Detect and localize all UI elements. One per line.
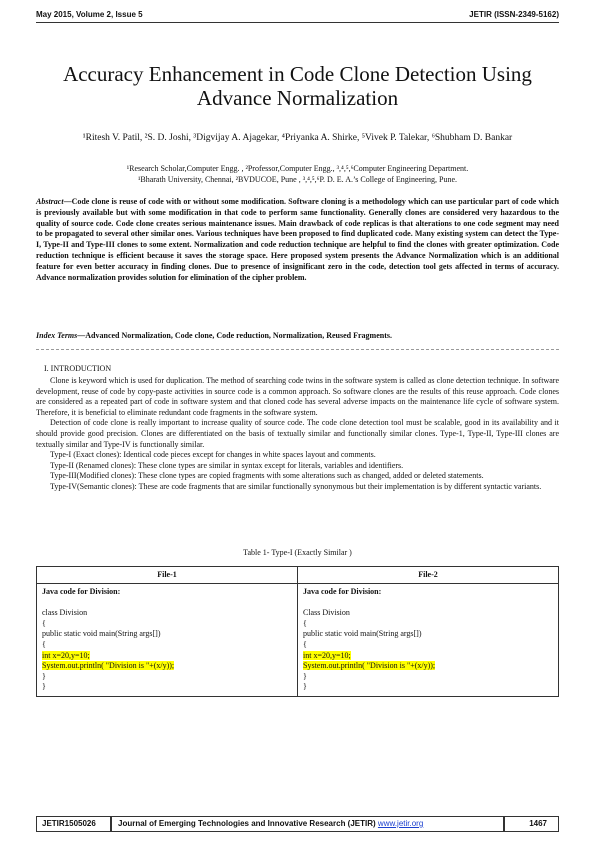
code-line: }	[303, 671, 307, 681]
highlighted-code: int x=20,y=10;	[42, 650, 90, 660]
code-line	[42, 661, 292, 672]
index-terms-text: —Advanced Normalization, Code clone, Code reduction, Normalization, Reused Fragments.	[77, 331, 392, 340]
code-line	[303, 661, 553, 672]
paragraph: Type-I (Exact clones): Identical code pieces except for changes in white spaces layout and comments.	[50, 450, 376, 460]
code-line: public static void main(String args[])	[42, 629, 161, 639]
index-terms	[36, 331, 559, 340]
code-line: {	[303, 639, 307, 649]
footer-paper-id: JETIR1505026	[42, 819, 96, 828]
introduction-body	[36, 376, 559, 493]
code-line	[42, 651, 292, 662]
code-line: {	[42, 618, 46, 628]
page-footer	[36, 816, 559, 830]
abstract-label: Abstract	[36, 197, 64, 206]
code-heading: Java code for Division:	[42, 587, 121, 596]
paragraph: Type-IV(Semantic clones): These are code fragments that are similar functionally synonymous but their implementation is by different syntactic variants.	[50, 481, 542, 491]
code-line: {	[303, 618, 307, 628]
table-header-file2: File-2	[298, 567, 559, 584]
code-line: public static void main(String args[])	[303, 629, 422, 639]
table-caption: Table 1- Type-I (Exactly Similar )	[243, 548, 352, 557]
abstract	[36, 197, 559, 283]
author-list: ¹Ritesh V. Patil, ²S. D. Joshi, ³Digvijay A. Ajagekar, ⁴Priyanka A. Shirke, ⁵Vivek P. Talekar, ⁶Shubham D. Bankar	[82, 133, 513, 143]
code-cell-file1	[37, 584, 298, 697]
header-rule	[36, 22, 559, 23]
page-header	[36, 8, 559, 22]
code-line	[303, 651, 553, 662]
abstract-text: —Code clone is reuse of code with or without some modification. Software cloning is a methodology which can use particular part of code which is previously available but with some modification in that code to perform same functionality. Generally clones are considered very hazardous to the quality of source code. Code clone creates serious maintenance issues. Main drawback of code replicas is that alterations to one code segment may need to be propagated to several other similar ones. Various techniques have been proposed to find duplicated code. Many existing system can detect the Type-I, Type-II and Type-III clones to some extent. Normalization and code reduction technique are helpful to find the clones with greater optimization. Code reduction technique is efficient because it saves the storage space. Here proposed system presents the Advance Normalization which is an additional feature for even better accuracy in finding clones. Due to presence of insignificant zero in the code, detection tool gets affected in terms of accuracy. Advance normalization provides solution for elimination of the cipher problem.	[36, 197, 559, 282]
code-cell-file2	[298, 584, 559, 697]
affiliations	[36, 163, 559, 185]
footer-url-link[interactable]: www.jetir.org	[377, 819, 424, 828]
paragraph: Detection of code clone is really important to increase quality of source code. The code clone detection tool must be scalable, good in its availability and it should provide good precision. Clones are differentiated on the basis of textually similar and functionally similar clones. Type-1, Type-II, Type-III clones are textually similar and Type-IV is functionally similar.	[36, 418, 559, 449]
header-issn: JETIR (ISSN-2349-5162)	[469, 10, 559, 19]
code-line: Class Division	[303, 608, 350, 618]
highlighted-code: System.out.println( "Division is "+(x/y));	[303, 661, 436, 671]
code-line: class Division	[42, 608, 88, 618]
code-line: }	[42, 682, 46, 692]
affiliation-line-2: ¹Bharath University, Chennai, ²BVDUCOE, Pune , ³,⁴,⁵,⁶P. D. E. A.’s College of Engineering, Pune.	[137, 175, 457, 184]
paragraph: Clone is keyword which is used for duplication. The method of searching code twins in the software system is called as clone detection technique. In software development, reuse of code by copy-paste activities in source code is a common approach. So software clones are the results of this reuse approach. Code clones are considered as a repeated part of code in software system and that cloned code has several adverse impacts on the maintenance life cycle of software system. Therefore, it is beneficial to eliminate redundant code fragments in the software system.	[36, 376, 559, 417]
section-heading: I. INTRODUCTION	[44, 364, 112, 373]
header-issue: May 2015, Volume 2, Issue 5	[36, 10, 143, 19]
paragraph: Type-II (Renamed clones): These clone types are similar in syntax except for literals, variables and identifiers.	[50, 460, 404, 470]
code-heading: Java code for Division:	[303, 587, 382, 596]
affiliation-line-1: ¹Research Scholar,Computer Engg. , ²Professor,Computer Engg., ³,⁴,⁵,⁶Computer Engineering Department.	[126, 164, 469, 173]
highlighted-code: int x=20,y=10;	[303, 650, 351, 660]
code-line: }	[303, 682, 307, 692]
table-header-file1: File-1	[37, 567, 298, 584]
highlighted-code: System.out.println( "Division is "+(x/y));	[42, 661, 175, 671]
code-line: }	[42, 671, 46, 681]
footer-page-number: 1467	[529, 819, 547, 828]
code-line: {	[42, 639, 46, 649]
footer-journal-name: Journal of Emerging Technologies and Innovative Research (JETIR)	[118, 819, 376, 828]
section-divider	[36, 349, 559, 350]
paragraph: Type-III(Modified clones): These clone types are copied fragments with some alterations such as changed, added or deleted statements.	[50, 471, 484, 481]
index-terms-label: Index Terms	[36, 331, 78, 340]
clone-table	[36, 566, 559, 697]
footer-journal	[118, 819, 423, 828]
paper-title: Accuracy Enhancement in Code Clone Detection Using Advance Normalization	[63, 62, 532, 110]
